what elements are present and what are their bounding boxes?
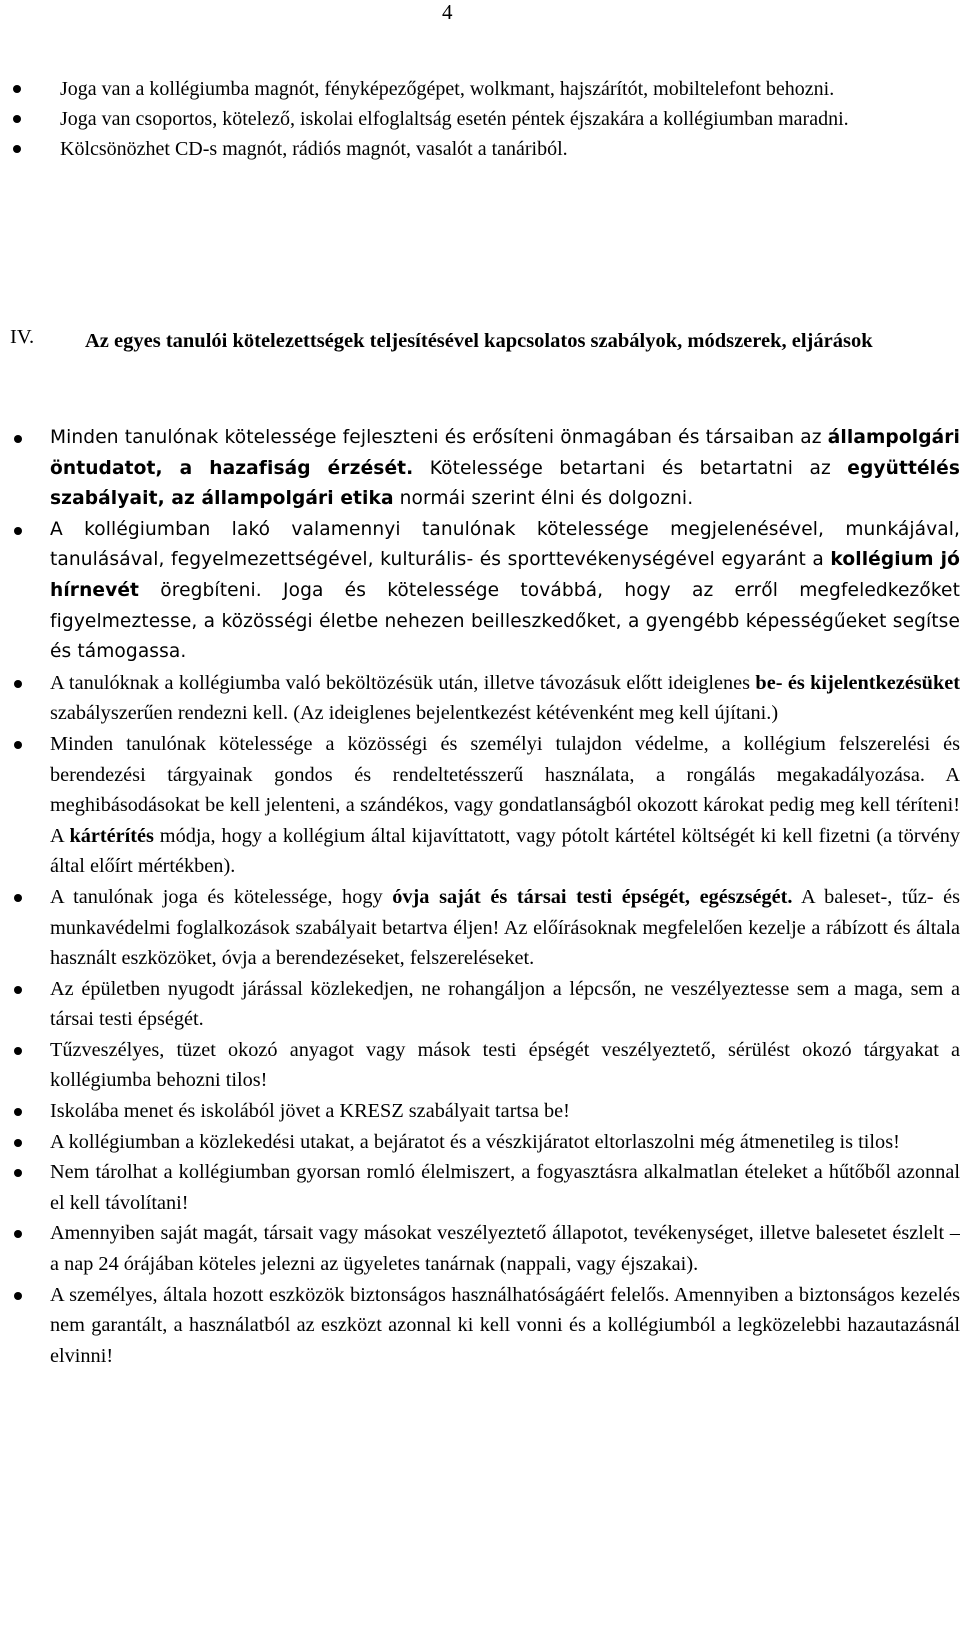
bullet-icon bbox=[14, 1139, 22, 1147]
section-title: Az egyes tanulói kötelezettségek teljesítésével kapcsolatos szabályok, módszerek, eljárások bbox=[85, 330, 873, 352]
bullet-icon bbox=[14, 741, 22, 749]
list-item: Joga van csoportos, kötelező, iskolai elfoglaltság esetén péntek éjszakára a kollégiumban maradni. bbox=[0, 104, 960, 134]
list-item: A tanulónak joga és kötelessége, hogy óvja saját és társai testi épségét, egészségét. A baleset-, tűz- és munkavédelmi foglalkozások szabályait betartva éljen! Az előírásoknak megfelelően kezelje a rábízott és általa használt eszközöket, óvja a berendezéseket, felszereléseket. bbox=[0, 882, 960, 974]
bullet-icon bbox=[14, 1108, 22, 1116]
obligations-list bbox=[0, 423, 960, 1371]
bullet-icon bbox=[14, 1292, 22, 1300]
list-item: Minden tanulónak kötelessége fejleszteni és erősíteni önmagában és társaiban az állampolgári öntudatot, a hazafiság érzését. Kötelessége betartani és betartatni az együttélés szabályait, az állampolgári etika normái szerint élni és dolgozni. bbox=[0, 423, 960, 515]
list-item: Tűzveszélyes, tüzet okozó anyagot vagy mások testi épségét veszélyeztető, sérülést okozó tárgyakat a kollégiumba behozni tilos! bbox=[0, 1035, 960, 1096]
bullet-icon bbox=[13, 115, 21, 123]
bullet-icon bbox=[14, 894, 22, 902]
bullet-icon bbox=[13, 85, 21, 93]
list-item: A személyes, általa hozott eszközök biztonságos használhatóságáért felelős. Amennyiben a biztonságos kezelés nem garantált, a használatból az eszközt azonnal ki kell vonni és a kollégiumból a legközelebbi hazautazásnál elvinni! bbox=[0, 1280, 960, 1372]
bullet-icon bbox=[14, 527, 22, 535]
list-item: Minden tanulónak kötelessége a közösségi és személyi tulajdon védelme, a kollégium felszerelési és berendezési tárgyainak gondos és rendeltetésszerű használata, a rongálás megakadályozása. A meghibásodásokat be kell jelenteni, a szándékos, vagy gondatlanságból okozott károkat pedig meg kell téríteni! A kártérítés módja, hogy a kollégium által kijavíttatott, vagy pótolt kártétel költségét ki kell fizetni (a törvény által előírt mértékben). bbox=[0, 729, 960, 882]
list-item: Joga van a kollégiumba magnót, fényképezőgépet, wolkmant, hajszárítót, mobiltelefont behozni. bbox=[0, 74, 960, 104]
section-number: IV. bbox=[10, 326, 35, 348]
list-item: Kölcsönözhet CD-s magnót, rádiós magnót, vasalót a tanáriból. bbox=[0, 134, 960, 164]
bullet-icon bbox=[14, 986, 22, 994]
bullet-icon bbox=[14, 1047, 22, 1055]
top-bullet-list bbox=[0, 74, 960, 164]
bullet-icon bbox=[14, 1169, 22, 1177]
list-item: A kollégiumban a közlekedési utakat, a bejáratot és a vészkijáratot eltorlaszolni még átmenetileg is tilos! bbox=[0, 1127, 960, 1158]
list-item: Nem tárolhat a kollégiumban gyorsan romló élelmiszert, a fogyasztásra alkalmatlan ételeket a hűtőből azonnal el kell távolítani! bbox=[0, 1157, 960, 1218]
page-number: 4 bbox=[442, 0, 453, 24]
list-item: A tanulóknak a kollégiumba való beköltözésük után, illetve távozásuk előtt ideiglenes be- és kijelentkezésüket szabályszerűen rendezni kell. (Az ideiglenes bejelentkezést kétévenként meg kell újítani.) bbox=[0, 668, 960, 729]
bullet-icon bbox=[14, 1230, 22, 1238]
list-item: Az épületben nyugodt járással közlekedjen, ne rohangáljon a lépcsőn, ne veszélyeztesse sem a maga, sem a társai testi épségét. bbox=[0, 974, 960, 1035]
list-item: Amennyiben saját magát, társait vagy másokat veszélyeztető állapotot, tevékenységet, illetve balesetet észlelt – a nap 24 órájában köteles jelezni az ügyeletes tanárnak (nappali, vagy éjszakai). bbox=[0, 1218, 960, 1279]
bullet-icon bbox=[14, 435, 22, 443]
list-item: A kollégiumban lakó valamennyi tanulónak kötelessége megjelenésével, munkájával, tanulásával, fegyelmezettségével, kulturális- és sporttevékenységével egyaránt a kollégium jó hírnevét öregbíteni. Joga és kötelessége továbbá, hogy az erről megfeledkezőket figyelmeztesse, a közösségi életbe nehezen beilleszkedőket, a gyengébb képességűeket segítse és támogassa. bbox=[0, 515, 960, 668]
list-item: Iskolába menet és iskolából jövet a KRESZ szabályait tartsa be! bbox=[0, 1096, 960, 1127]
bullet-icon bbox=[13, 145, 21, 153]
bullet-icon bbox=[14, 680, 22, 688]
